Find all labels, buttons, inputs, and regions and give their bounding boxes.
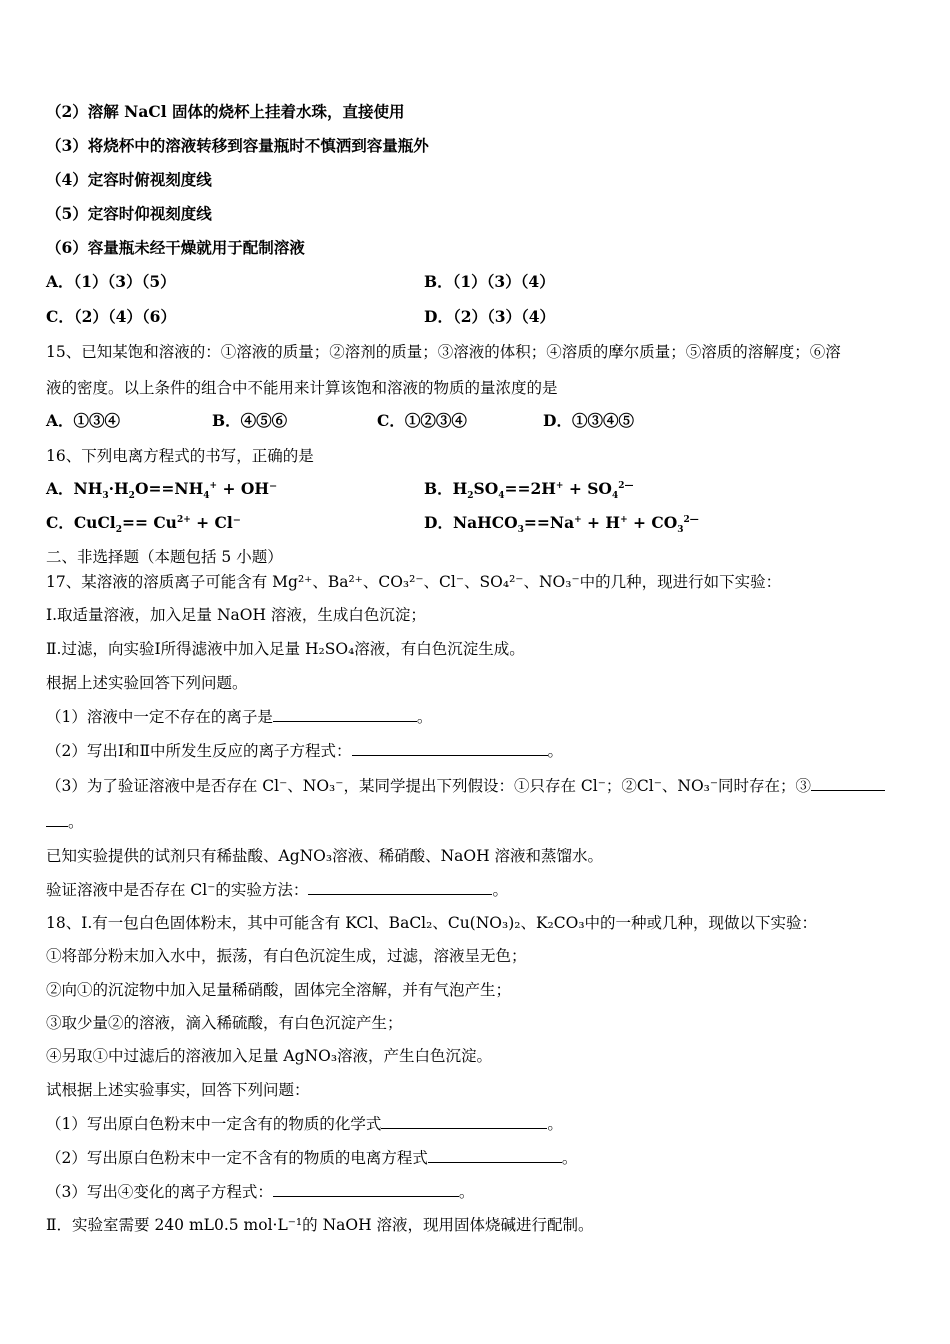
q14-options-row1 xyxy=(46,272,555,292)
q18-experiment-3: ③取少量②的溶液，滴入稀硫酸，有白色沉淀产生； xyxy=(46,1014,403,1032)
q18-sub-2-text: （2）写出原白色粉末中一定不含有的物质的电离方程式 xyxy=(46,1149,428,1167)
option-label: B． xyxy=(424,479,453,498)
q16-option-a[interactable] xyxy=(46,479,278,502)
q18-sub-3 xyxy=(46,1181,474,1202)
q14-item-5: （5）定容时仰视刻度线 xyxy=(46,204,212,223)
q17-method xyxy=(46,879,508,900)
option-label: A． xyxy=(46,479,74,498)
q14-option-d[interactable]: D．（2）（3）（4） xyxy=(424,307,556,326)
q16-options-row2 xyxy=(46,513,699,536)
q14-option-a[interactable]: A．（1）（3）（5） xyxy=(46,272,176,291)
q15-option-b[interactable]: B．④⑤⑥ xyxy=(212,411,288,430)
q16-option-b[interactable] xyxy=(424,479,634,502)
subscript: 2 xyxy=(467,491,474,502)
answer-blank[interactable] xyxy=(381,1113,547,1129)
q16-option-d[interactable] xyxy=(424,513,699,536)
q14-item-6: （6）容量瓶未经干燥就用于配制溶液 xyxy=(46,238,305,257)
formula-part: + OH⁻ xyxy=(217,479,278,498)
formula-part: H xyxy=(452,479,468,498)
formula-part: + SO xyxy=(563,479,612,498)
subscript: 3 xyxy=(102,491,109,502)
q14-item-2: （2）溶解 NaCl 固体的烧杯上挂着水珠，直接使用 xyxy=(46,102,405,121)
q18-stem: 18、Ⅰ.有一包白色固体粉末，其中可能含有 KCl、BaCl₂、Cu(NO₃)₂、K₂CO₃中的一种或几种，现做以下实验： xyxy=(46,914,818,932)
answer-blank[interactable] xyxy=(352,740,548,756)
answer-blank[interactable] xyxy=(811,775,885,791)
q14-item-4: （4）定容时俯视刻度线 xyxy=(46,170,212,189)
q16-option-c[interactable] xyxy=(46,513,241,536)
formula-part: + Cl⁻ xyxy=(190,513,241,532)
answer-blank[interactable] xyxy=(46,811,68,827)
q15-option-a[interactable]: A．①③④ xyxy=(46,411,121,430)
period: 。 xyxy=(68,813,84,831)
superscript: + xyxy=(620,514,628,525)
q15-options xyxy=(46,411,634,431)
period: 。 xyxy=(458,1183,475,1201)
formula-part: == Cu xyxy=(121,513,177,532)
formula-part: + H xyxy=(581,513,621,532)
formula-part: ·H xyxy=(108,479,129,498)
subscript: 4 xyxy=(498,491,505,502)
q17-sub-3-text: （3）为了验证溶液中是否存在 Cl⁻、NO₃⁻，某同学提出下列假设：①只存在 Cl⁻；②Cl⁻、NO₃⁻同时存在；③ xyxy=(46,777,812,795)
superscript: + xyxy=(555,480,564,491)
q17-step-2: Ⅱ.过滤，向实验Ⅰ所得滤液中加入足量 H₂SO₄溶液，有白色沉淀生成。 xyxy=(46,640,525,658)
q17-sub-1-text: （1）溶液中一定不存在的离子是 xyxy=(46,708,273,726)
q17-sub-3 xyxy=(46,775,885,796)
subscript: 3 xyxy=(517,525,524,536)
subscript: 2 xyxy=(128,491,135,502)
q18-sub-1-text: （1）写出原白色粉末中一定含有的物质的化学式 xyxy=(46,1115,382,1133)
superscript: 2— xyxy=(683,514,699,525)
option-label: C． xyxy=(46,513,74,532)
formula-part: SO xyxy=(473,479,499,498)
formula-part: ==2H xyxy=(504,479,556,498)
q15-stem-line2: 液的密度。以上条件的组合中不能用来计算该饱和溶液的物质的量浓度的是 xyxy=(46,379,558,397)
q17-reagents: 已知实验提供的试剂只有稀盐酸、AgNO₃溶液、稀硝酸、NaOH 溶液和蒸馏水。 xyxy=(46,847,604,865)
q17-prompt: 根据上述实验回答下列问题。 xyxy=(46,674,248,692)
section-2-heading: 二、非选择题（本题包括 5 小题） xyxy=(46,548,283,566)
formula-part: CuCl xyxy=(73,513,116,532)
q15-stem-line1: 15、已知某饱和溶液的：①溶液的质量；②溶剂的质量；③溶液的体积；④溶质的摩尔质量；⑤溶质的溶解度；⑥溶 xyxy=(46,343,841,361)
q15-option-d[interactable]: D．①③④⑤ xyxy=(543,411,634,430)
q17-sub-1 xyxy=(46,706,432,727)
subscript: 3 xyxy=(677,525,684,536)
q14-options-row2 xyxy=(46,307,556,327)
q18-experiment-4: ④另取①中过滤后的溶液加入足量 AgNO₃溶液，产生白色沉淀。 xyxy=(46,1047,493,1065)
q17-step-1: Ⅰ.取适量溶液，加入足量 NaOH 溶液，生成白色沉淀； xyxy=(46,606,426,624)
q15-option-c[interactable]: C．①②③④ xyxy=(377,411,467,430)
q18-sub-3-text: （3）写出④变化的离子方程式： xyxy=(46,1183,273,1201)
period: 。 xyxy=(547,742,564,760)
answer-blank[interactable] xyxy=(273,706,417,722)
superscript: 2— xyxy=(618,480,634,491)
q18-part-2: Ⅱ．实验室需要 240 mL0.5 mol·L⁻¹的 NaOH 溶液，现用固体烧碱进行配制。 xyxy=(46,1216,594,1234)
subscript: 4 xyxy=(611,491,619,502)
q14-option-c[interactable]: C．（2）（4）（6） xyxy=(46,307,176,326)
q17-method-text: 验证溶液中是否存在 Cl⁻的实验方法： xyxy=(46,881,309,899)
period: 。 xyxy=(561,1149,578,1167)
q17-sub-3-cont xyxy=(46,811,84,832)
q18-experiment-2: ②向①的沉淀物中加入足量稀硝酸，固体完全溶解，并有气泡产生； xyxy=(46,981,512,999)
q14-item-3: （3）将烧杯中的溶液转移到容量瓶时不慎洒到容量瓶外 xyxy=(46,136,429,155)
answer-blank[interactable] xyxy=(428,1147,562,1163)
subscript: 4 xyxy=(203,491,210,502)
q18-sub-1 xyxy=(46,1113,563,1134)
formula-part: NaHCO xyxy=(452,513,518,532)
period: 。 xyxy=(492,881,508,899)
option-label: D． xyxy=(424,513,453,532)
q16-options-row1 xyxy=(46,479,634,502)
formula-part: NH xyxy=(73,479,103,498)
formula-part: ==Na xyxy=(523,513,575,532)
formula-part: O==NH xyxy=(134,479,204,498)
q18-prompt: 试根据上述实验事实，回答下列问题： xyxy=(46,1081,310,1099)
superscript: 2+ xyxy=(176,514,191,525)
q14-option-b[interactable]: B．（1）（3）（4） xyxy=(424,272,555,291)
answer-blank[interactable] xyxy=(273,1181,459,1197)
q17-stem: 17、某溶液的溶质离子可能含有 Mg²⁺、Ba²⁺、CO₃²⁻、Cl⁻、SO₄²⁻、NO₃⁻中的几种，现进行如下实验： xyxy=(46,573,782,591)
subscript: 2 xyxy=(115,525,122,536)
answer-blank[interactable] xyxy=(308,879,492,895)
superscript: + xyxy=(574,514,582,525)
q18-experiment-1: ①将部分粉末加入水中，振荡，有白色沉淀生成，过滤，溶液呈无色； xyxy=(46,947,527,965)
period: 。 xyxy=(416,708,433,726)
q17-sub-2-text: （2）写出Ⅰ和Ⅱ中所发生反应的离子方程式： xyxy=(46,742,352,760)
formula-part: + CO xyxy=(627,513,678,532)
q16-stem: 16、下列电离方程式的书写，正确的是 xyxy=(46,447,314,465)
q17-sub-2 xyxy=(46,740,563,761)
superscript: + xyxy=(209,480,218,491)
period: 。 xyxy=(547,1115,563,1133)
q18-sub-2 xyxy=(46,1147,577,1168)
